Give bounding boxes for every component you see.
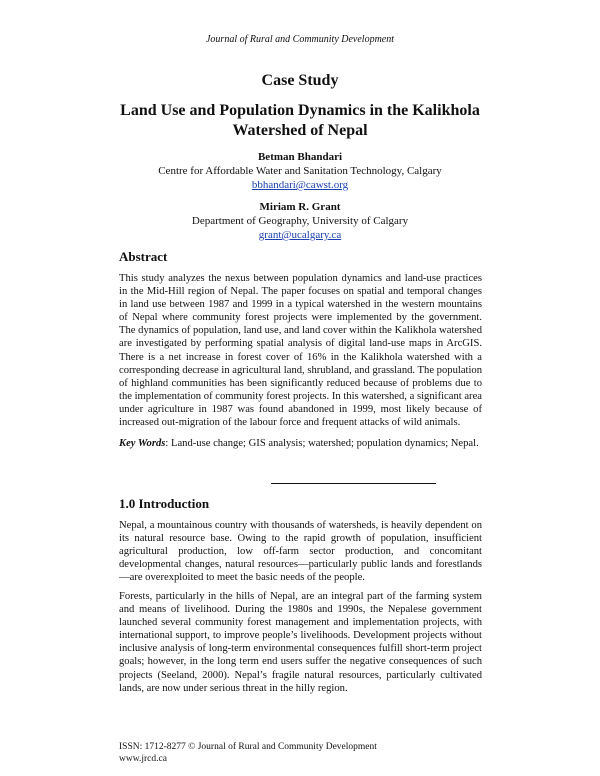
author-block-1 [100, 150, 500, 192]
keywords [119, 437, 482, 450]
running-head: Journal of Rural and Community Development [205, 34, 395, 45]
keywords-label: Key Words [119, 438, 166, 449]
section-divider [271, 483, 436, 484]
abstract-text: This study analyzes the nexus between population dynamics and land-use practices in the Mid-Hill region of Nepal. The paper focuses on spatial and temporal changes in land use between 1987 and 1999 in a typical watershed in the western mountains of Nepal where community forest projects were implemented by the government. The dynamics of population, land use, and land cover within the Kalikhola watershed are investigated by performing spatial analysis of digital land-use maps in ArcGIS. There is a net increase in forest cover of 16% in the Kalikhola watershed with a corresponding decrease in agricultural land, shrubland, and grassland. The population of highland communities has been significantly reduced because of problems due to the implementation of community forest projects. In this watershed, a significant area under agriculture in 1987 was found abandoned in 1999, most likely because of increased out-migration of the labour force and frequent attacks of wild animals. [119, 273, 482, 429]
footer-url[interactable]: www.jrcd.ca [119, 754, 167, 764]
author-name: Betman Bhandari [257, 151, 343, 163]
author-affiliation: Centre for Affordable Water and Sanitation Technology, Calgary [158, 165, 442, 177]
introduction-heading: 1.0 Introduction [119, 496, 210, 511]
introduction-paragraph-2: Forests, particularly in the hills of Nepal, are an integral part of the farming system and means of livelihood. During the 1980s and 1990s, the Nepalese government launched several community forest management and implementation projects, with international support, to improve people’s livelihoods. Development projects without inclusive analysis of long-term environmental consequences fulfill short-term project goals; however, in the long term end users suffer the negative consequences of such projects (Seeland, 2000). Nepal’s fragile natural resources, particularly cultivated lands, are now under serious threat in the hilly region. [119, 591, 482, 694]
footer-issn: ISSN: 1712-8277 © Journal of Rural and Community Development [119, 742, 377, 752]
paper-title: Land Use and Population Dynamics in the Kalikhola Watershed of Nepal [120, 102, 480, 139]
page-footer [119, 741, 377, 765]
author-email-link[interactable]: grant@ucalgary.ca [258, 229, 342, 241]
introduction-paragraph-1: Nepal, a mountainous country with thousands of watersheds, is heavily dependent on its natural resource base. Owing to the rapid growth of population, insufficient agricultural production, low off-farm sector production, and concomitant developmental changes, natural resources—particularly public lands and forestlands—are overexploited to meet the basic needs of the people. [119, 520, 482, 584]
author-affiliation: Department of Geography, University of Calgary [191, 215, 409, 227]
keywords-list: : Land-use change; GIS analysis; watershed; population dynamics; Nepal. [165, 438, 479, 449]
author-email-link[interactable]: bbhandari@cawst.org [251, 179, 349, 191]
author-name: Miriam R. Grant [259, 201, 341, 213]
abstract-heading: Abstract [119, 249, 168, 264]
article-type: Case Study [261, 72, 339, 89]
author-block-2 [100, 200, 500, 242]
